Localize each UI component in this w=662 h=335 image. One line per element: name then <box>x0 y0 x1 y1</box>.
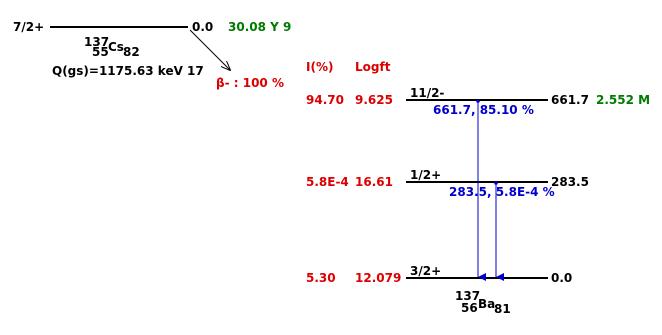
level-logft: 12.079 <box>355 271 402 285</box>
level-spin: 1/2+ <box>410 168 442 182</box>
parent-mass-number: 137 <box>84 35 110 49</box>
level-ground <box>306 264 572 285</box>
parent-element-symbol: Cs <box>108 40 124 54</box>
level-energy: 283.5 <box>551 175 589 189</box>
daughter-nucleus-label <box>455 289 511 316</box>
level-intensity: 5.30 <box>306 271 336 285</box>
daughter-atomic-number: 56 <box>461 301 478 315</box>
logft-header: Logft <box>355 60 391 74</box>
parent-energy: 0.0 <box>192 20 214 34</box>
parent-nucleus-label <box>84 35 140 59</box>
gamma-283 <box>449 181 555 277</box>
level-logft: 9.625 <box>355 93 393 107</box>
q-value: Q(gs)=1175.63 keV 17 <box>52 64 204 78</box>
level-spin: 3/2+ <box>410 264 442 278</box>
daughter-element-symbol: Ba <box>478 297 496 311</box>
intensity-header: I(%) <box>306 60 334 74</box>
level-energy: 661.7 <box>551 93 589 107</box>
gamma-label: 661.7, 85.10 % <box>433 103 534 117</box>
parent-half-life: 30.08 Y 9 <box>228 20 292 34</box>
parent-spin: 7/2+ <box>13 20 45 34</box>
level-logft: 16.61 <box>355 175 393 189</box>
daughter-neutron-number: 81 <box>494 302 511 316</box>
gamma-label: 283.5, 5.8E-4 % <box>449 185 555 199</box>
level-intensity: 5.8E-4 <box>306 175 349 189</box>
parent-atomic-number: 55 <box>92 45 109 59</box>
level-half-life: 2.552 M <box>596 93 651 107</box>
level-intensity: 94.70 <box>306 93 344 107</box>
decay-mode: β- : 100 % <box>216 76 284 90</box>
daughter-mass-number: 137 <box>455 289 481 303</box>
level-energy: 0.0 <box>551 271 573 285</box>
parent-neutron-number: 82 <box>123 45 140 59</box>
level-spin: 11/2- <box>410 86 445 100</box>
